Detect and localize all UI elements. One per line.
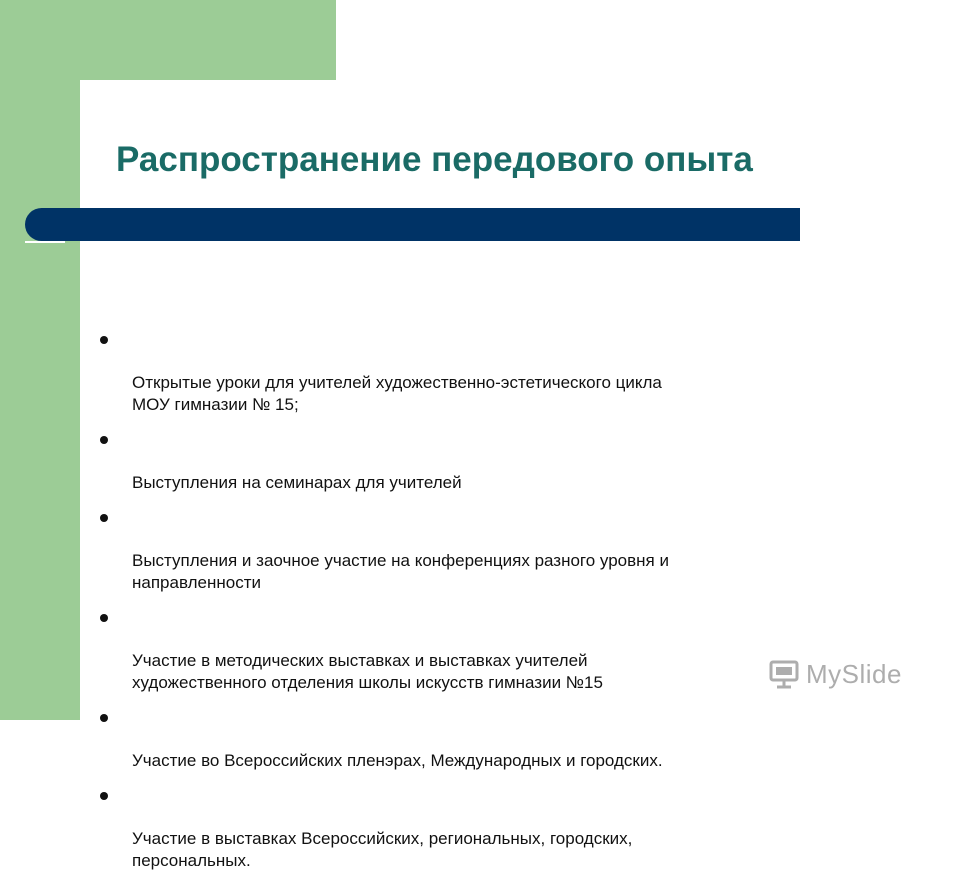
presentation-board-icon bbox=[768, 659, 800, 689]
slide-title: Распространение передового опыта bbox=[116, 140, 753, 179]
bullet-text: Выступления на семинарах для учителей bbox=[132, 473, 462, 492]
myslide-watermark bbox=[768, 656, 902, 692]
bullet-dot-icon bbox=[100, 614, 108, 622]
bullet-item bbox=[100, 428, 840, 494]
bullet-dot-icon bbox=[100, 436, 108, 444]
bullet-dot-icon bbox=[100, 514, 108, 522]
bullet-text: Участие во Всероссийских пленэрах, Международных и городских. bbox=[132, 751, 663, 770]
bullet-list bbox=[100, 328, 840, 884]
bullet-text: Участие в выставках Всероссийских, региональных, городских, персональных. bbox=[132, 829, 633, 870]
bullet-text: Открытые уроки для учителей художественно-эстетического цикла МОУ гимназии № 15; bbox=[132, 373, 662, 414]
bullet-text: Выступления и заочное участие на конференциях разного уровня и направленности bbox=[132, 551, 669, 592]
bullet-item bbox=[100, 606, 840, 694]
bullet-dot-icon bbox=[100, 336, 108, 344]
bullet-item bbox=[100, 328, 840, 416]
bullet-text: Участие в методических выставках и выставках учителей художественного отделения школы искусств гимназии №15 bbox=[132, 651, 603, 692]
title-bar-notch bbox=[25, 241, 65, 243]
bullet-dot-icon bbox=[100, 792, 108, 800]
left-green-strip bbox=[0, 0, 80, 720]
bullet-item bbox=[100, 784, 840, 872]
bullet-item bbox=[100, 706, 840, 772]
bullet-item bbox=[100, 506, 840, 594]
title-underline-bar bbox=[25, 208, 800, 241]
watermark-text: MySlide bbox=[806, 658, 902, 689]
bullet-dot-icon bbox=[100, 714, 108, 722]
top-green-block bbox=[0, 0, 336, 80]
